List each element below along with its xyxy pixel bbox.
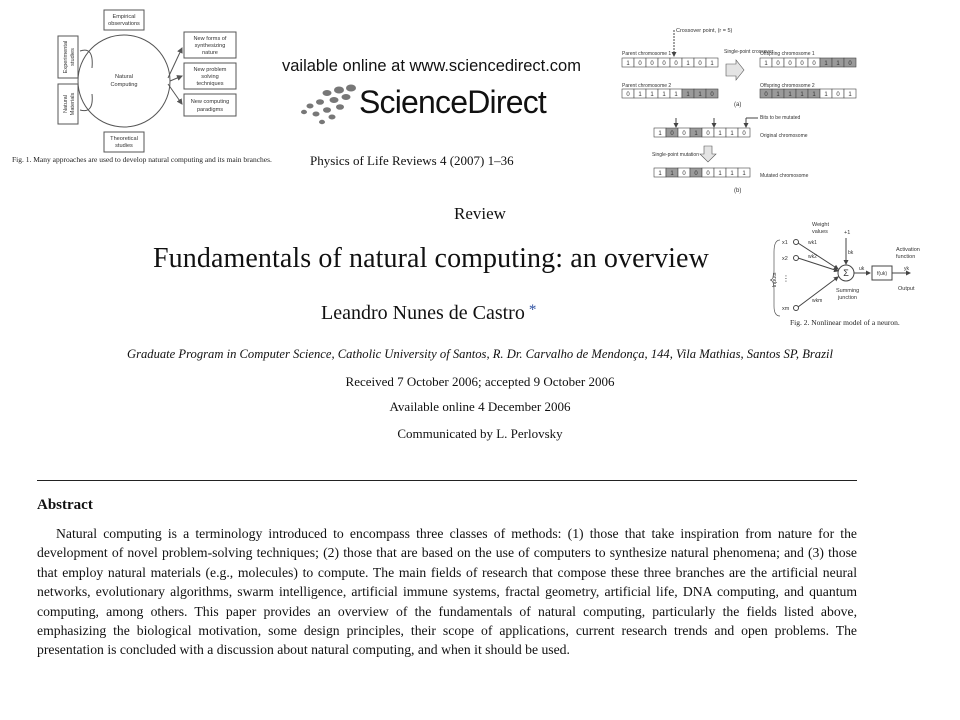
fig1-center-line2: Computing: [110, 82, 138, 88]
parent2-bit: 1: [662, 91, 666, 98]
communicated-by: Communicated by L. Perlovsky: [397, 426, 563, 441]
fig1-bottom-line1: Theoretical: [110, 136, 138, 142]
sciencedirect-url[interactable]: vailable online at www.sciencedirect.com: [282, 57, 581, 75]
parent-chromosome-1: [622, 58, 718, 67]
mutated-bit: 1: [718, 170, 722, 177]
fig1-left-bottom-line1: Natural: [63, 94, 69, 114]
article-section: Review: [454, 204, 506, 223]
original-bit: 0: [670, 130, 674, 137]
offspring2-bit: 1: [800, 91, 804, 98]
fig1-left-top-line2: studies: [70, 48, 76, 66]
parent2-bit: 0: [626, 91, 630, 98]
sciencedirect-wordmark[interactable]: ScienceDirect: [359, 84, 547, 120]
activation-function-line1: Activation: [896, 247, 920, 253]
article-title: Fundamentals of natural computing: an overview: [153, 243, 709, 274]
neuron-model-diagram: [760, 218, 938, 318]
mutated-bit: 1: [670, 170, 674, 177]
wkm-label: wkm: [812, 298, 823, 304]
x1-label: x1: [782, 240, 788, 246]
journal-citation: Physics of Life Reviews 4 (2007) 1–36: [310, 153, 514, 168]
available-online-date: Available online 4 December 2006: [389, 399, 571, 414]
mutated-chromosome: [654, 168, 750, 177]
original-bit: 1: [718, 130, 722, 137]
wk2-label: wk2: [808, 254, 817, 260]
offspring1-bit: 0: [788, 60, 792, 67]
figure-1-caption: Fig. 1. Many approaches are used to develop natural computing and its main branches.: [12, 155, 272, 164]
parent1-bit: 0: [650, 60, 654, 67]
ellipsis-label: ⋮: [782, 274, 790, 283]
mutated-bit: 0: [706, 170, 710, 177]
parent1-bit: 0: [698, 60, 702, 67]
original-bit: 1: [694, 130, 698, 137]
offspring1-bit: 1: [764, 60, 768, 67]
fig1-left-top-line1: Experimental: [63, 40, 69, 74]
fig1-right2-line2: solving: [201, 74, 219, 80]
parent1-bit: 1: [686, 60, 690, 67]
parent2-bit: 1: [650, 91, 654, 98]
parent2-bit: 1: [686, 91, 690, 98]
offspring-chromosome-1: [760, 58, 856, 67]
fig1-right3-line2: paradigms: [196, 107, 224, 113]
mutation-arrow-icon: [700, 146, 716, 162]
fig1-top-line2: observations: [108, 21, 140, 27]
figure-label-b: (b): [734, 188, 742, 194]
plus-one-label: +1: [844, 230, 851, 236]
crossover-mutation-figure: [618, 20, 866, 196]
original-bit: 1: [658, 130, 662, 137]
figure-label-a: (a): [734, 102, 742, 108]
offspring1-bit: 0: [776, 60, 780, 67]
wk1-label: wk1: [808, 240, 817, 246]
fig1-left-bottom-line2: Materials: [70, 92, 76, 116]
mutated-bit: 1: [658, 170, 662, 177]
weight-values-line1: Weight: [812, 222, 830, 228]
figure-1: [10, 6, 285, 168]
mutated-bit: 1: [742, 170, 746, 177]
parent2-bit: 1: [698, 91, 702, 98]
parent1-bit: 1: [626, 60, 630, 67]
fig1-bottom-line2: studies: [115, 143, 133, 149]
parent2-bit: 1: [638, 91, 642, 98]
parent2-bit: 0: [710, 91, 714, 98]
sciencedirect-logo-dots: [296, 82, 358, 126]
offspring1-bit: 1: [824, 60, 828, 67]
parent2-bit: 1: [674, 91, 678, 98]
summing-junction-line1: Summing: [836, 288, 860, 294]
offspring1-bit: 0: [848, 60, 852, 67]
fig1-top-line1: Empirical: [112, 14, 136, 20]
offspring2-bit: 1: [788, 91, 792, 98]
offspring2-bit: 0: [836, 91, 840, 98]
parent1-bit: 0: [674, 60, 678, 67]
fig1-right2-line1: New problem: [193, 67, 227, 73]
offspring1-bit: 0: [812, 60, 816, 67]
original-chromosome-label: Original chromosome: [760, 133, 808, 139]
offspring1-bit: 0: [800, 60, 804, 67]
parent1-bit: 0: [638, 60, 642, 67]
author-line: [321, 302, 536, 325]
bits-to-mutate-label: Bits to be mutated: [760, 115, 801, 121]
fig1-right1-line3: nature: [202, 50, 218, 56]
original-bit: 1: [730, 130, 734, 137]
x2-label: x2: [782, 256, 788, 262]
offspring1-bit: 1: [836, 60, 840, 67]
crossover-point-label: Crossover point, (r = 5): [676, 28, 733, 34]
mutated-bit: 1: [730, 170, 734, 177]
output-label: Output: [898, 286, 915, 292]
mutated-bit: 0: [694, 170, 698, 177]
mutated-bit: 0: [682, 170, 686, 177]
sigma-label: Σ: [843, 268, 849, 278]
weight-values-line2: values: [812, 229, 828, 235]
original-bit: 0: [706, 130, 710, 137]
fig1-right2-line3: techniques: [196, 81, 224, 87]
bias-label: bk: [848, 250, 854, 256]
parent1-label: Parent chromosome 1: [622, 51, 672, 57]
offspring2-bit: 1: [776, 91, 780, 98]
offspring2-bit: 0: [764, 91, 768, 98]
fig1-right1-line1: New forms of: [193, 36, 227, 42]
abstract-heading: Abstract: [37, 497, 93, 513]
parent2-label: Parent chromosome 2: [622, 83, 672, 89]
summing-junction-line2: junction: [838, 295, 857, 301]
mutated-chromosome-label: Mutated chromosome: [760, 173, 809, 179]
parent-chromosome-2: [622, 89, 718, 98]
offspring-chromosome-2: [760, 89, 856, 98]
uk-label: uk: [859, 266, 865, 272]
original-bit: 0: [682, 130, 686, 137]
offspring1-label: Offspring chromosome 1: [760, 51, 815, 57]
fig1-right3-line1: New computing: [190, 99, 230, 105]
figure-1-diagram: [10, 6, 285, 156]
inputs-label: Inputs: [772, 272, 778, 288]
offspring2-label: Offspring chromosome 2: [760, 83, 815, 89]
abstract-body: Natural computing is a terminology introduced to encompass three classes of methods: (1) those that take inspiration from nature for the development of novel problem-solving techniques; (2) those that are based on the use of computers to synthesize natural phenomena; and (3) those that employ natural materials (e.g., molecules) to compute. The main fields of research that compose these three branches are the artificial neural networks, evolutionary algorithms, swarm intelligence, artificial immune systems, fractal geometry, artificial life, DNA computing, and quantum computing, among others. This paper provides an overview of the fundamentals of natural computing, particularly the fields listed above, emphasizing the biological motivation, some design principles, their scope of applications, current research trends and open problems. The presentation is concluded with a discussion about natural computing, and when it should be used.: [37, 526, 857, 658]
crossover-arrow-icon: [726, 60, 744, 80]
activation-function-line2: function: [896, 254, 916, 260]
section-divider: [37, 480, 857, 481]
affiliation: Graduate Program in Computer Science, Catholic University of Santos, R. Dr. Carvalho de Mendonça, 144, Vila Mathias, Santos SP, Brazil: [126, 347, 833, 361]
parent1-bit: 0: [662, 60, 666, 67]
parent1-bit: 1: [710, 60, 714, 67]
received-dates: Received 7 October 2006; accepted 9 October 2006: [345, 374, 615, 389]
figure-2: [760, 218, 938, 330]
offspring2-bit: 1: [848, 91, 852, 98]
offspring2-bit: 1: [812, 91, 816, 98]
mutation-operator-label: Single-point mutation: [652, 152, 699, 158]
author-footnote-marker[interactable]: *: [528, 302, 537, 318]
xm-label: xm: [782, 306, 790, 312]
activation-function-box-label: f(uk): [877, 271, 887, 277]
fig1-right1-line2: synthesizing: [194, 43, 226, 49]
original-chromosome: [654, 128, 750, 137]
crossover-operator-label: Single-point crossover: [724, 49, 774, 55]
author-name[interactable]: Leandro Nunes de Castro: [321, 302, 525, 324]
figure-2-caption: Fig. 2. Nonlinear model of a neuron.: [790, 318, 900, 327]
original-bit: 0: [742, 130, 746, 137]
yk-label: yk: [904, 266, 909, 272]
offspring2-bit: 1: [824, 91, 828, 98]
fig1-center-line1: Natural: [114, 74, 134, 80]
